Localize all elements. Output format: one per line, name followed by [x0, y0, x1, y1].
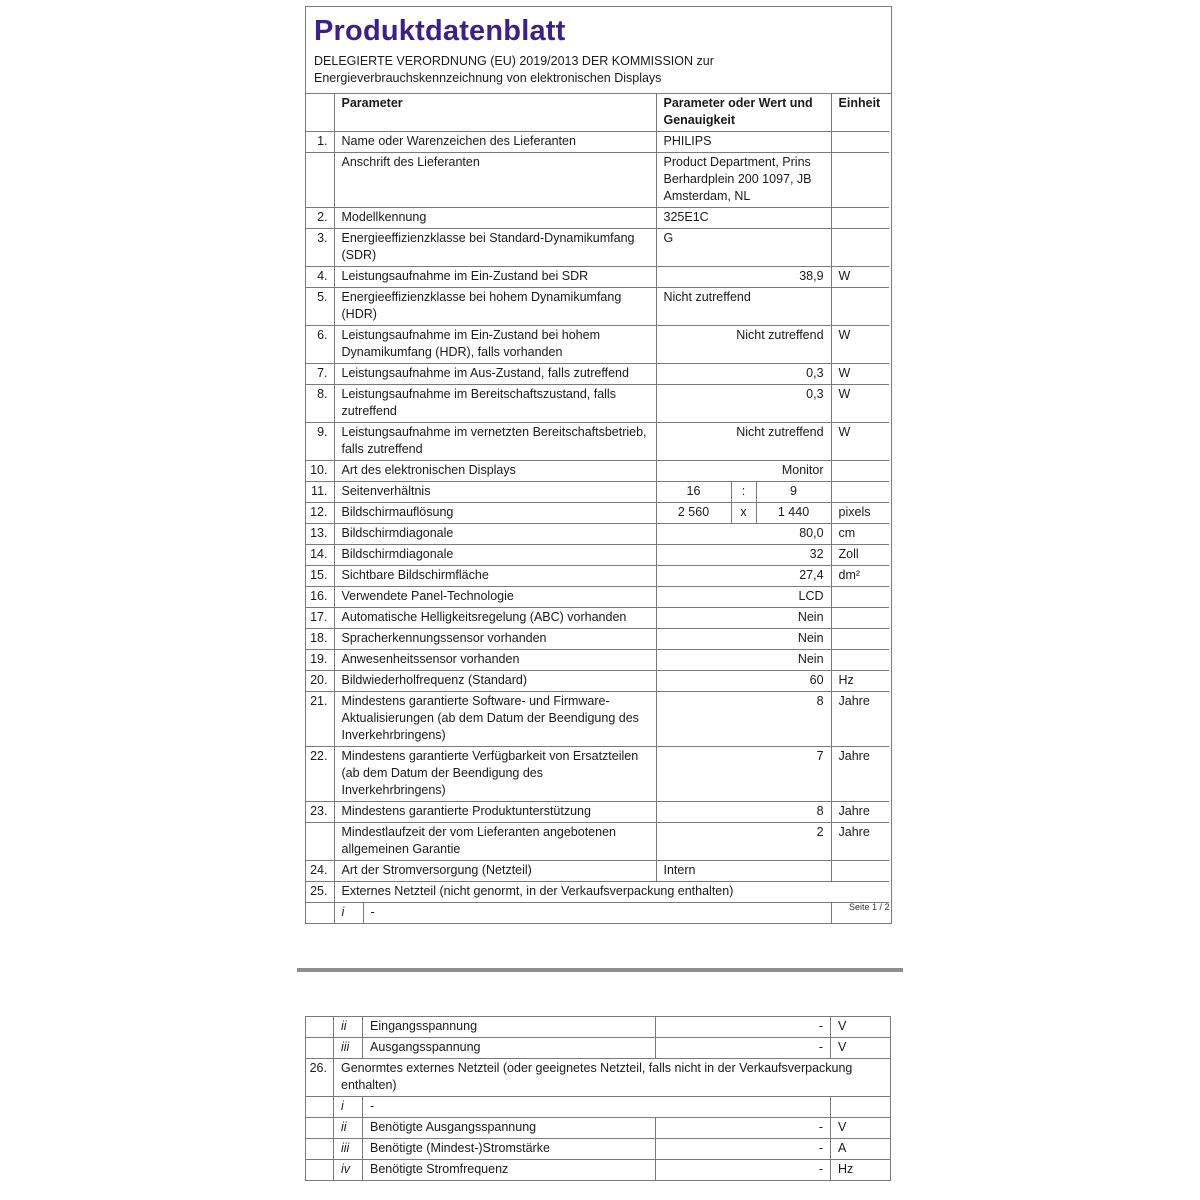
table-subrow [306, 1097, 891, 1118]
table-row [306, 153, 889, 208]
table-row [306, 692, 889, 747]
header-unit: Einheit [831, 94, 889, 132]
row-parameter: Seitenverhältnis [334, 482, 656, 503]
row-parameter: Anwesenheitssensor vorhanden [334, 650, 656, 671]
row-value: Nicht zutreffend [656, 288, 831, 326]
row-unit: V [831, 1038, 891, 1059]
empty-number-cell [306, 1118, 334, 1139]
aspect-width: 16 [656, 482, 731, 503]
table-row [306, 229, 889, 267]
resolution-height: 1 440 [756, 503, 831, 524]
row-value: - [656, 1118, 831, 1139]
datasheet-page-1 [305, 6, 892, 924]
row-unit: Hz [831, 671, 889, 692]
title-block [306, 7, 891, 94]
row-number: 19. [306, 650, 334, 671]
row-number: 16. [306, 587, 334, 608]
sub-parameter: Benötigte (Mindest-)Stromstärke [363, 1139, 656, 1160]
row-value: G [656, 229, 831, 267]
table-row [306, 461, 889, 482]
row-number: 2. [306, 208, 334, 229]
table-row [306, 385, 889, 423]
row-parameter: Modellkennung [334, 208, 656, 229]
row-parameter: Verwendete Panel-Technologie [334, 587, 656, 608]
row-number: 15. [306, 566, 334, 587]
empty-number-cell [306, 1160, 334, 1181]
resolution-width: 2 560 [656, 503, 731, 524]
row-parameter: Art des elektronischen Displays [334, 461, 656, 482]
row-number: 1. [306, 132, 334, 153]
row-number: 13. [306, 524, 334, 545]
sub-index: i [334, 903, 363, 924]
row-number: 14. [306, 545, 334, 566]
row-parameter: Leistungsaufnahme im Aus-Zustand, falls zutreffend [334, 364, 656, 385]
row-unit: cm [831, 524, 889, 545]
row-unit [831, 153, 889, 208]
regulation-line-1: DELEGIERTE VERORDNUNG (EU) 2019/2013 DER KOMMISSION zur [314, 54, 714, 68]
sub-index: ii [334, 1017, 363, 1038]
row-value: 32 [656, 545, 831, 566]
table-subrow [306, 1139, 891, 1160]
row-value: Nein [656, 629, 831, 650]
table-row [306, 132, 889, 153]
row-value: 0,3 [656, 364, 831, 385]
row-number: 5. [306, 288, 334, 326]
sub-parameter: - [363, 1097, 831, 1118]
row-number: 20. [306, 671, 334, 692]
row-value: 325E1C [656, 208, 831, 229]
table-row [306, 566, 889, 587]
row-parameter: Bildwiederholfrequenz (Standard) [334, 671, 656, 692]
row-unit [831, 229, 889, 267]
row-number: 12. [306, 503, 334, 524]
row-value: 0,3 [656, 385, 831, 423]
row-value: 8 [656, 802, 831, 823]
row-number: 18. [306, 629, 334, 650]
row-unit [831, 608, 889, 629]
table-row [306, 587, 889, 608]
row-parameter: Sichtbare Bildschirmfläche [334, 566, 656, 587]
table-row [306, 208, 889, 229]
table-row [306, 545, 889, 566]
row-number: 3. [306, 229, 334, 267]
row-unit [831, 650, 889, 671]
row-number: 17. [306, 608, 334, 629]
row-unit [831, 587, 889, 608]
table-row [306, 364, 889, 385]
row-number: 24. [306, 861, 334, 882]
table-row [306, 503, 889, 524]
row-value: 80,0 [656, 524, 831, 545]
row-unit: W [831, 423, 889, 461]
row-unit [831, 629, 889, 650]
table-row [306, 650, 889, 671]
sub-parameter: Eingangsspannung [363, 1017, 656, 1038]
empty-number-cell [306, 1097, 334, 1118]
row-parameter: Leistungsaufnahme im Ein-Zustand bei hohem Dynamikumfang (HDR), falls vorhanden [334, 326, 656, 364]
row-value: - [656, 1139, 831, 1160]
row-value: 8 [656, 692, 831, 747]
page-number: Seite 1 / 2 [849, 902, 890, 912]
row-unit: Hz [831, 1160, 891, 1181]
row-unit: pixels [831, 503, 889, 524]
row-unit [831, 861, 889, 882]
row-unit [831, 1097, 891, 1118]
page-separator [297, 968, 903, 972]
regulation-line-2: Energieverbrauchskennzeichnung von elektronischen Displays [314, 71, 662, 85]
row-number: 25. [306, 882, 334, 903]
table-row [306, 629, 889, 650]
row-number: 23. [306, 802, 334, 823]
row-number: 10. [306, 461, 334, 482]
row-number: 11. [306, 482, 334, 503]
sub-index: ii [334, 1118, 363, 1139]
row-unit [831, 132, 889, 153]
table-row [306, 671, 889, 692]
row-value: Monitor [656, 461, 831, 482]
row-parameter: Mindestens garantierte Produktunterstützung [334, 802, 656, 823]
datasheet-table [306, 94, 889, 923]
row-unit: W [831, 326, 889, 364]
empty-number-cell [306, 1017, 334, 1038]
table-header-row [306, 94, 889, 132]
empty-number-cell [306, 1038, 334, 1059]
table-subrow [306, 1118, 891, 1139]
row-parameter: Art der Stromversorgung (Netzteil) [334, 861, 656, 882]
sub-parameter: - [363, 903, 831, 924]
row-unit: V [831, 1017, 891, 1038]
row-parameter: Bildschirmdiagonale [334, 524, 656, 545]
row-number: 4. [306, 267, 334, 288]
row-parameter: Bildschirmdiagonale [334, 545, 656, 566]
row-unit: V [831, 1118, 891, 1139]
row-number [306, 153, 334, 208]
aspect-separator: : [731, 482, 756, 503]
row-value: - [656, 1160, 831, 1181]
row-unit: Jahre [831, 692, 889, 747]
row-parameter: Mindestens garantierte Software- und Firmware-Aktualisierungen (ab dem Datum der Beendigung des Inverkehrbringens) [334, 692, 656, 747]
row-value: Intern [656, 861, 831, 882]
row-value: Product Department, Prins Berhardplein 200 1097, JB Amsterdam, NL [656, 153, 831, 208]
row-parameter: Mindestens garantierte Verfügbarkeit von Ersatzteilen (ab dem Datum der Beendigung des Inverkehrbringens) [334, 747, 656, 802]
empty-number-cell [306, 903, 334, 924]
sub-parameter: Benötigte Ausgangsspannung [363, 1118, 656, 1139]
row-unit: Zoll [831, 545, 889, 566]
row-unit [831, 482, 889, 503]
table-subrow [306, 903, 889, 924]
table-subrow [306, 1038, 891, 1059]
table-row [306, 423, 889, 461]
row-unit: Jahre [831, 747, 889, 802]
row-value: 7 [656, 747, 831, 802]
row-parameter: Anschrift des Lieferanten [334, 153, 656, 208]
row-number: 6. [306, 326, 334, 364]
row-unit [831, 288, 889, 326]
empty-number-cell [306, 1139, 334, 1160]
row-unit [831, 208, 889, 229]
aspect-height: 9 [756, 482, 831, 503]
row-parameter: Genormtes externes Netzteil (oder geeignetes Netzteil, falls nicht in der Verkaufsverpackung enthalten) [334, 1059, 891, 1097]
row-value: 60 [656, 671, 831, 692]
table-row [306, 608, 889, 629]
row-unit: W [831, 385, 889, 423]
table-row [306, 823, 889, 861]
row-unit: W [831, 267, 889, 288]
row-parameter: Energieeffizienzklasse bei Standard-Dynamikumfang (SDR) [334, 229, 656, 267]
table-row [306, 1059, 891, 1097]
table-row [306, 524, 889, 545]
table-row [306, 482, 889, 503]
row-parameter: Energieeffizienzklasse bei hohem Dynamikumfang (HDR) [334, 288, 656, 326]
row-number [306, 823, 334, 861]
row-number: 8. [306, 385, 334, 423]
header-value: Parameter oder Wert und Genauigkeit [656, 94, 831, 132]
row-unit: dm² [831, 566, 889, 587]
row-value: 2 [656, 823, 831, 861]
row-parameter: Leistungsaufnahme im vernetzten Bereitschaftsbetrieb, falls zutreffend [334, 423, 656, 461]
datasheet-table-continued [305, 1016, 891, 1181]
sub-parameter: Benötigte Stromfrequenz [363, 1160, 656, 1181]
row-unit: Jahre [831, 802, 889, 823]
row-unit: Jahre [831, 823, 889, 861]
row-value: - [656, 1038, 831, 1059]
row-unit: A [831, 1139, 891, 1160]
page-title: Produktdatenblatt [314, 15, 566, 47]
datasheet-page-2 [305, 1016, 890, 1181]
row-value: Nein [656, 650, 831, 671]
table-row [306, 882, 889, 903]
row-value: 27,4 [656, 566, 831, 587]
sub-index: i [334, 1097, 363, 1118]
row-value: - [656, 1017, 831, 1038]
row-number: 21. [306, 692, 334, 747]
row-parameter: Mindestlaufzeit der vom Lieferanten angebotenen allgemeinen Garantie [334, 823, 656, 861]
row-value: Nein [656, 608, 831, 629]
row-value: LCD [656, 587, 831, 608]
row-number: 7. [306, 364, 334, 385]
sub-index: iii [334, 1038, 363, 1059]
table-row [306, 267, 889, 288]
row-unit: W [831, 364, 889, 385]
row-number: 9. [306, 423, 334, 461]
table-row [306, 288, 889, 326]
sub-index: iv [334, 1160, 363, 1181]
table-subrow [306, 1160, 891, 1181]
row-parameter: Externes Netzteil (nicht genormt, in der Verkaufsverpackung enthalten) [334, 882, 889, 903]
sub-index: iii [334, 1139, 363, 1160]
row-parameter: Leistungsaufnahme im Ein-Zustand bei SDR [334, 267, 656, 288]
table-row [306, 861, 889, 882]
sub-parameter: Ausgangsspannung [363, 1038, 656, 1059]
resolution-separator: x [731, 503, 756, 524]
row-value: 38,9 [656, 267, 831, 288]
row-unit [831, 461, 889, 482]
row-number: 26. [306, 1059, 334, 1097]
row-number: 22. [306, 747, 334, 802]
row-parameter: Leistungsaufnahme im Bereitschaftszustand, falls zutreffend [334, 385, 656, 423]
table-row [306, 802, 889, 823]
row-value: Nicht zutreffend [656, 326, 831, 364]
row-value: Nicht zutreffend [656, 423, 831, 461]
row-parameter: Bildschirmauflösung [334, 503, 656, 524]
row-parameter: Automatische Helligkeitsregelung (ABC) vorhanden [334, 608, 656, 629]
row-parameter: Spracherkennungssensor vorhanden [334, 629, 656, 650]
row-value: PHILIPS [656, 132, 831, 153]
table-row [306, 326, 889, 364]
header-parameter: Parameter [334, 94, 656, 132]
header-num-cell [306, 94, 334, 132]
table-subrow [306, 1017, 891, 1038]
row-parameter: Name oder Warenzeichen des Lieferanten [334, 132, 656, 153]
table-row [306, 747, 889, 802]
